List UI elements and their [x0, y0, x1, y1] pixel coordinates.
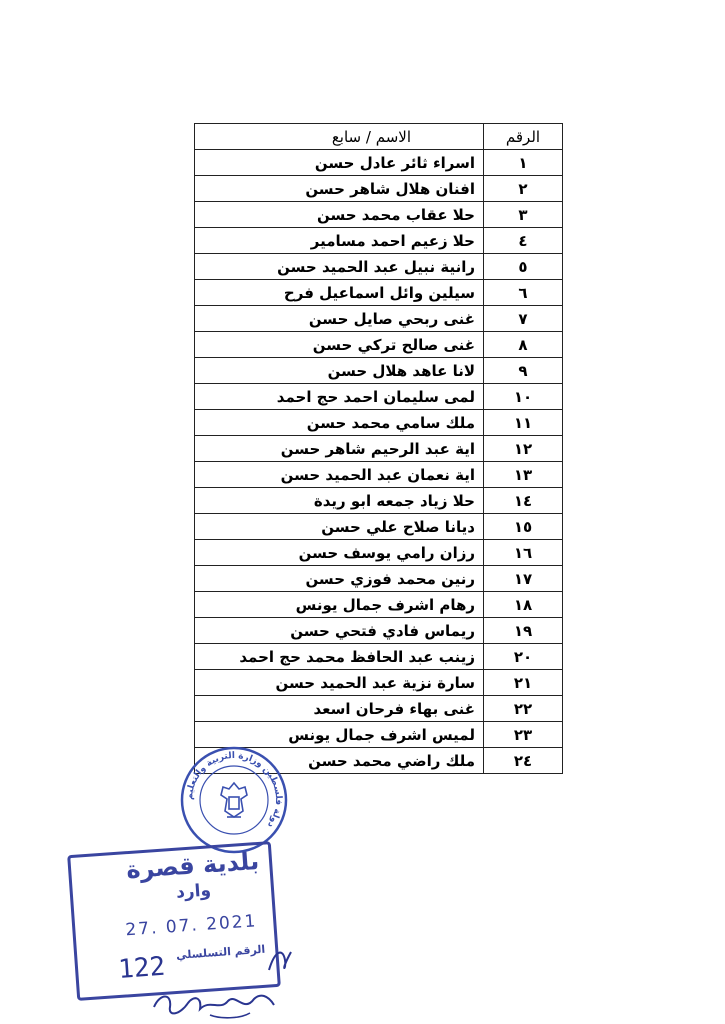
student-name: رنين محمد فوزي حسن — [195, 566, 484, 592]
row-number: ٢٣ — [484, 722, 563, 748]
student-name: لانا عاهد هلال حسن — [195, 358, 484, 384]
row-number: ٢٠ — [484, 644, 563, 670]
student-name: اية عبد الرحيم شاهر حسن — [195, 436, 484, 462]
row-number: ١١ — [484, 410, 563, 436]
header-name: الاسم / سابع — [195, 124, 484, 150]
student-name: لميس اشرف جمال يونس — [195, 722, 484, 748]
row-number: ١٠ — [484, 384, 563, 410]
table-row — [195, 254, 563, 280]
student-name: افنان هلال شاهر حسن — [195, 176, 484, 202]
student-name: رانية نبيل عبد الحميد حسن — [195, 254, 484, 280]
student-name: غنى صالح تركي حسن — [195, 332, 484, 358]
table-row — [195, 202, 563, 228]
header-number: الرقم — [484, 124, 563, 150]
student-name: رهام اشرف جمال يونس — [195, 592, 484, 618]
student-name: اسراء ثائر عادل حسن — [195, 150, 484, 176]
row-number: ٢٤ — [484, 748, 563, 774]
incoming-stamp — [67, 841, 281, 1001]
handwritten-mark — [265, 940, 295, 980]
table-row — [195, 488, 563, 514]
stamp-incoming-label: وارد — [175, 880, 212, 903]
student-name: ريماس فادي فتحي حسن — [195, 618, 484, 644]
row-number: ١ — [484, 150, 563, 176]
row-number: ٥ — [484, 254, 563, 280]
eagle-emblem-icon — [221, 783, 247, 817]
row-number: ٩ — [484, 358, 563, 384]
student-name: سيلين وائل اسماعيل فرح — [195, 280, 484, 306]
seal-text: دولة فلسطين وزارة التربية والتعليم — [184, 750, 284, 830]
student-name: حلا عقاب محمد حسن — [195, 202, 484, 228]
row-number: ٢١ — [484, 670, 563, 696]
student-name: ديانا صلاح علي حسن — [195, 514, 484, 540]
table-row — [195, 696, 563, 722]
row-number: ٧ — [484, 306, 563, 332]
table-row — [195, 618, 563, 644]
row-number: ١٧ — [484, 566, 563, 592]
table-row — [195, 280, 563, 306]
row-number: ١٤ — [484, 488, 563, 514]
table-row — [195, 150, 563, 176]
row-number: ١٩ — [484, 618, 563, 644]
table-row — [195, 384, 563, 410]
stamp-title: بلدية قصرة — [125, 846, 260, 885]
table-row — [195, 566, 563, 592]
student-name: حلا زياد جمعه ابو ريدة — [195, 488, 484, 514]
row-number: ٢ — [484, 176, 563, 202]
student-name: حلا زعيم احمد مسامير — [195, 228, 484, 254]
row-number: ١٥ — [484, 514, 563, 540]
row-number: ٦ — [484, 280, 563, 306]
official-seal — [179, 745, 289, 855]
table-row — [195, 722, 563, 748]
table-row — [195, 644, 563, 670]
student-name: ملك راضي محمد حسن — [195, 748, 484, 774]
table-row — [195, 306, 563, 332]
student-name: غنى ربحي صايل حسن — [195, 306, 484, 332]
table-row — [195, 670, 563, 696]
row-number: ١٨ — [484, 592, 563, 618]
table-row — [195, 436, 563, 462]
student-name: ملك سامي محمد حسن — [195, 410, 484, 436]
row-number: ١٢ — [484, 436, 563, 462]
table-row — [195, 462, 563, 488]
student-name: زينب عبد الحافظ محمد حج احمد — [195, 644, 484, 670]
table-row — [195, 540, 563, 566]
stamp-date: 27. 07. 2021 — [124, 911, 259, 941]
row-number: ١٣ — [484, 462, 563, 488]
table-body — [195, 150, 563, 774]
student-table — [194, 123, 563, 774]
table-row — [195, 514, 563, 540]
student-name: لمى سليمان احمد حج احمد — [195, 384, 484, 410]
row-number: ٤ — [484, 228, 563, 254]
table-header-row — [195, 124, 563, 150]
table-row — [195, 410, 563, 436]
stamp-serial-number: 122 — [117, 951, 167, 985]
table-row — [195, 228, 563, 254]
student-name: سارة نزية عبد الحميد حسن — [195, 670, 484, 696]
row-number: ١٦ — [484, 540, 563, 566]
row-number: ٢٢ — [484, 696, 563, 722]
stamp-serial-label: الرقم التسلسلي — [175, 942, 266, 962]
student-name: غنى بهاء فرحان اسعد — [195, 696, 484, 722]
table-row — [195, 592, 563, 618]
student-name: اية نعمان عبد الحميد حسن — [195, 462, 484, 488]
table-row — [195, 176, 563, 202]
row-number: ٨ — [484, 332, 563, 358]
table-row — [195, 358, 563, 384]
table-row — [195, 332, 563, 358]
handwritten-signature — [150, 985, 280, 1021]
row-number: ٣ — [484, 202, 563, 228]
student-name: رزان رامي يوسف حسن — [195, 540, 484, 566]
